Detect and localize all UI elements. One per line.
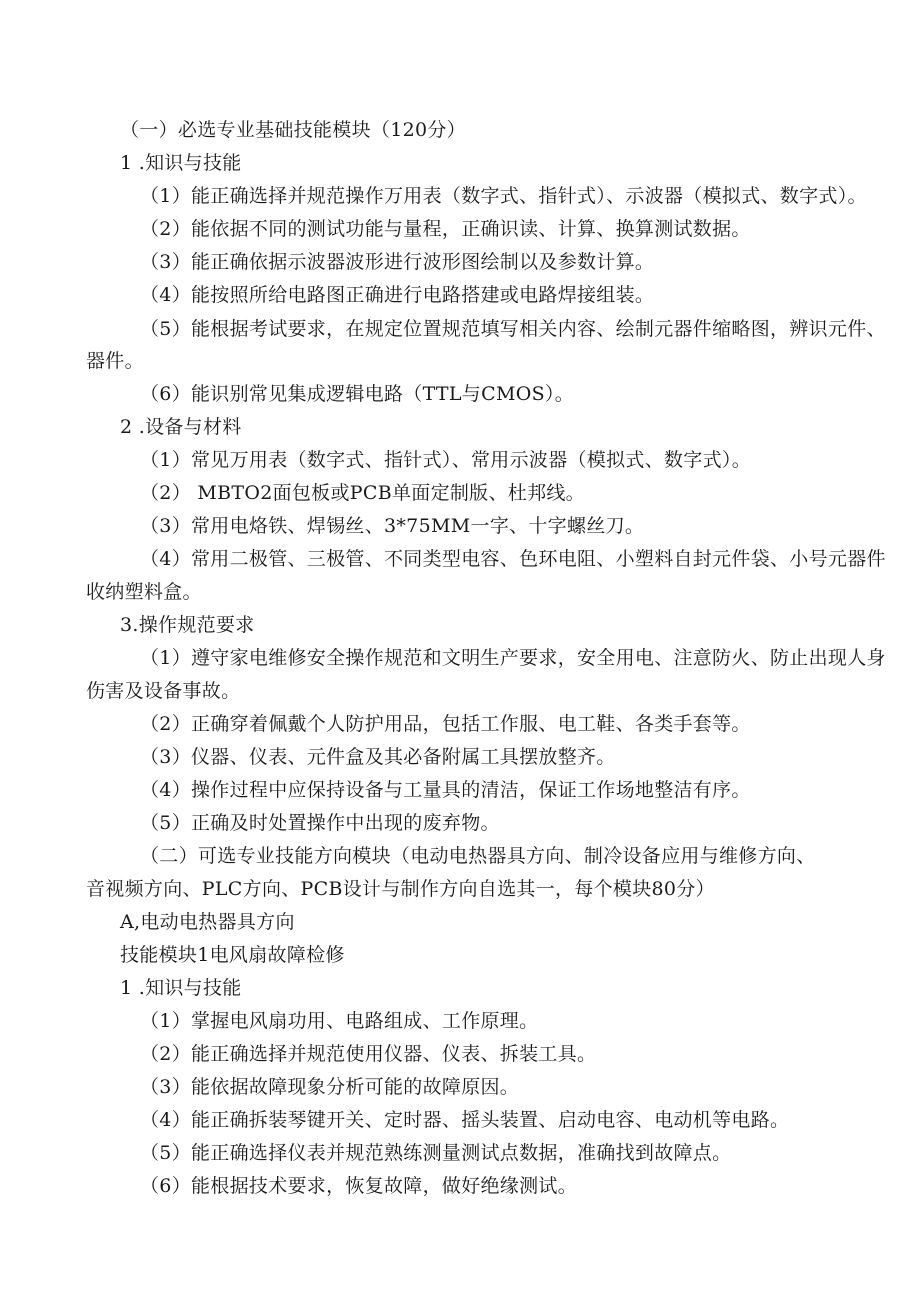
section2-title-line2: 音视频方向、PLC方向、PCB设计与制作方向自选其一，每个模块80分）	[86, 878, 715, 900]
list-item: （1）常见万用表（数字式、指针式）、常用示波器（模拟式、数字式）。	[140, 449, 751, 471]
direction-heading: A,电动电热器具方向	[120, 911, 295, 933]
list-item: （4）常用二极管、三极管、不同类型电容、色环电阻、小塑料自封元件袋、小号元器件	[140, 548, 886, 570]
section1-title: （一）必选专业基础技能模块（120分）	[120, 119, 466, 141]
list-item: （1）掌握电风扇功用、电路组成、工作原理。	[140, 1010, 539, 1032]
module-heading: 技能模块1电风扇故障检修	[120, 944, 345, 966]
list-item-continuation: 器件。	[86, 350, 144, 372]
list-item: （1）遵守家电维修安全操作规范和文明生产要求，安全用电、注意防火、防止出现人身	[140, 647, 886, 669]
list-item: （3）能依据故障现象分析可能的故障原因。	[140, 1076, 520, 1098]
list-item: （6）能识别常见集成逻辑电路（TTL与CMOS）。	[140, 383, 574, 405]
list-item: （4）操作过程中应保持设备与工量具的清洁，保证工作场地整洁有序。	[140, 779, 751, 801]
list-item: （5）能根据考试要求，在规定位置规范填写相关内容、绘制元器件缩略图，辨识元件、	[140, 318, 886, 340]
section1-sub3-heading: 3.操作规范要求	[120, 614, 255, 636]
list-item: （2）正确穿着佩戴个人防护用品，包括工作服、电工鞋、各类手套等。	[140, 713, 751, 735]
list-item: （5）能正确选择仪表并规范熟练测量测试点数据，准确找到故障点。	[140, 1142, 732, 1164]
list-item: （2）能正确选择并规范使用仪器、仪表、拆装工具。	[140, 1043, 597, 1065]
list-item: （2） MBTO2面包板或PCB单面定制版、杜邦线。	[140, 482, 585, 504]
section1-sub2-heading: 2 .设备与材料	[120, 416, 242, 438]
list-item: （2）能依据不同的测试功能与量程，正确识读、计算、换算测试数据。	[140, 218, 751, 240]
list-item-continuation: 收纳塑料盒。	[86, 581, 202, 603]
list-item: （4）能正确拆装琴键开关、定时器、摇头装置、启动电容、电动机等电路。	[140, 1109, 790, 1131]
list-item: （1）能正确选择并规范操作万用表（数字式、指针式）、示波器（模拟式、数字式）。	[140, 185, 867, 207]
list-item: （5）正确及时处置操作中出现的废弃物。	[140, 812, 500, 834]
list-item: （3）能正确依据示波器波形进行波形图绘制以及参数计算。	[140, 251, 655, 273]
list-item: （3）常用电烙铁、焊锡丝、3*75MM一字、十字螺丝刀。	[140, 515, 645, 537]
list-item-continuation: 伤害及设备事故。	[86, 680, 241, 702]
section2-sub1-heading: 1 .知识与技能	[120, 977, 242, 999]
list-item: （4）能按照所给电路图正确进行电路搭建或电路焊接组装。	[140, 284, 655, 306]
list-item: （6）能根据技术要求，恢复故障，做好绝缘测试。	[140, 1175, 577, 1197]
list-item: （3）仪器、仪表、元件盒及其必备附属工具摆放整齐。	[140, 746, 616, 768]
section1-sub1-heading: 1 .知识与技能	[120, 152, 242, 174]
section2-title-line1: （二）可选专业技能方向模块（电动电热器具方向、制冷设备应用与维修方向、	[140, 845, 816, 867]
